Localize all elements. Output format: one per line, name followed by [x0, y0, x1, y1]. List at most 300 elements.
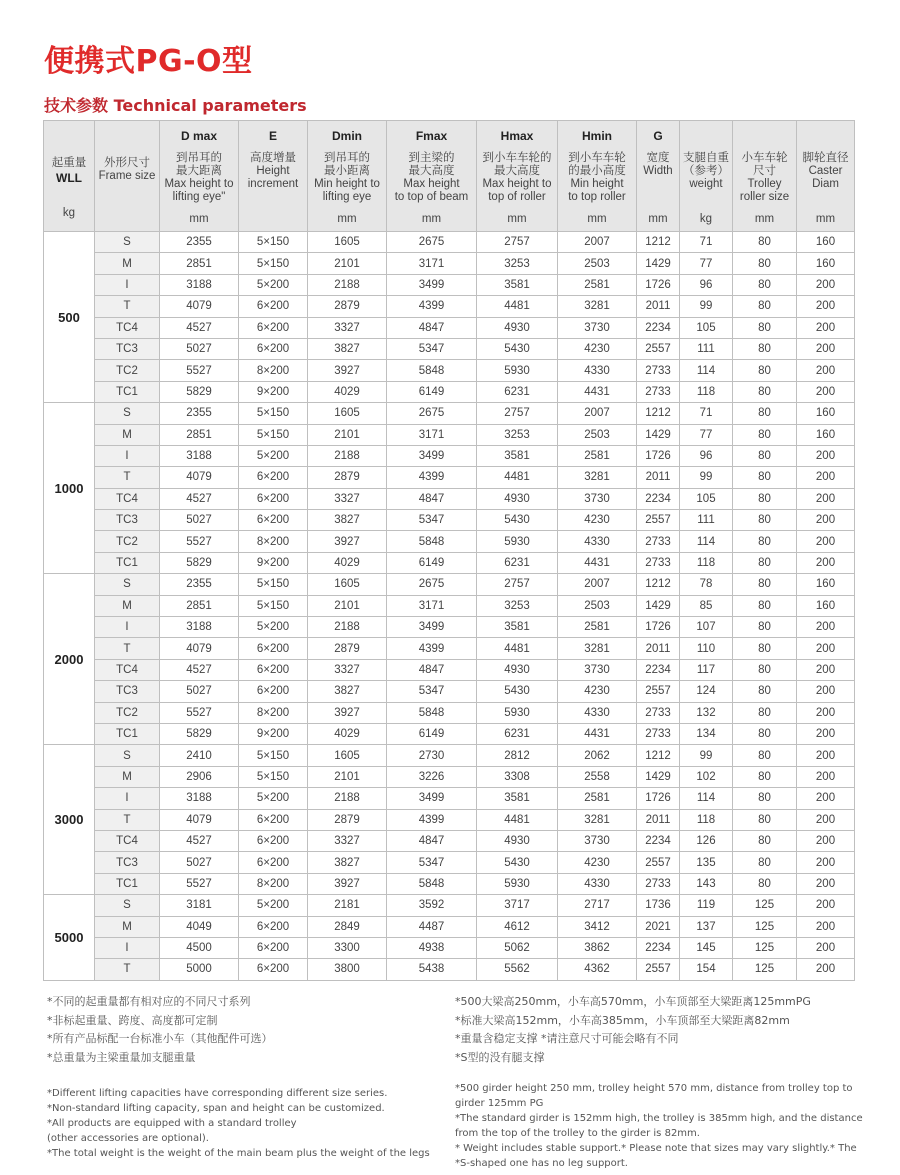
table-cell: 4527 — [160, 830, 239, 851]
table-cell: 200 — [797, 916, 855, 937]
table-cell: 125 — [733, 895, 797, 916]
table-cell: 2503 — [558, 595, 637, 616]
table-cell: 4399 — [387, 638, 477, 659]
frame-size-cell: TC1 — [95, 381, 160, 402]
table-cell: 2188 — [308, 445, 387, 466]
table-cell: 200 — [797, 638, 855, 659]
table-cell: 4362 — [558, 959, 637, 980]
table-cell: 2733 — [637, 531, 680, 552]
table-cell: 200 — [797, 317, 855, 338]
header-col-g — [637, 121, 680, 232]
header-symbol: D max — [180, 129, 218, 143]
table-cell: 80 — [733, 873, 797, 894]
table-cell: 4527 — [160, 317, 239, 338]
table-row — [44, 574, 855, 595]
header-frame-size: 外形尺寸 Frame size — [95, 121, 160, 232]
table-cell: 4612 — [477, 916, 558, 937]
table-cell: 2733 — [637, 552, 680, 573]
table-cell: 2879 — [308, 638, 387, 659]
table-cell: 3327 — [308, 317, 387, 338]
table-row — [44, 488, 855, 509]
table-cell: 105 — [680, 488, 733, 509]
table-cell: 6231 — [477, 723, 558, 744]
table-cell: 80 — [733, 338, 797, 359]
table-cell: 4487 — [387, 916, 477, 937]
table-cell: 4930 — [477, 488, 558, 509]
table-cell: 3253 — [477, 424, 558, 445]
table-cell: 3499 — [387, 617, 477, 638]
table-cell: 5848 — [387, 360, 477, 381]
table-cell: 132 — [680, 702, 733, 723]
table-cell: 110 — [680, 638, 733, 659]
table-cell: 125 — [733, 959, 797, 980]
table-row — [44, 937, 855, 958]
table-row — [44, 809, 855, 830]
table-cell: 135 — [680, 852, 733, 873]
table-cell: 3581 — [477, 788, 558, 809]
header-col-dmin — [308, 121, 387, 232]
table-cell: 1736 — [637, 895, 680, 916]
table-cell: 8×200 — [239, 531, 308, 552]
table-cell: 5829 — [160, 381, 239, 402]
note-line: girder 125mm PG — [455, 1098, 544, 1109]
table-cell: 4029 — [308, 552, 387, 573]
table-cell: 80 — [733, 360, 797, 381]
header-spacer — [797, 191, 854, 204]
table-row — [44, 403, 855, 424]
table-row — [44, 873, 855, 894]
table-cell: 4847 — [387, 830, 477, 851]
spec-table — [43, 120, 855, 981]
table-cell: 2011 — [637, 296, 680, 317]
table-cell: 80 — [733, 510, 797, 531]
table-cell: 3717 — [477, 895, 558, 916]
table-cell: 5×200 — [239, 617, 308, 638]
table-cell: 5930 — [477, 360, 558, 381]
table-cell: 200 — [797, 937, 855, 958]
table-cell: 4330 — [558, 702, 637, 723]
table-cell: 4029 — [308, 381, 387, 402]
table-cell: 6×200 — [239, 916, 308, 937]
table-row — [44, 360, 855, 381]
header-text: lifting eye" — [172, 191, 226, 203]
table-cell: 1212 — [637, 403, 680, 424]
header-unit: mm — [648, 213, 668, 225]
header-col-fmax — [387, 121, 477, 232]
table-cell: 200 — [797, 296, 855, 317]
frame-size-cell: TC4 — [95, 659, 160, 680]
header-symbol: Fmax — [415, 129, 448, 143]
table-cell: 143 — [680, 873, 733, 894]
table-cell: 137 — [680, 916, 733, 937]
table-cell: 80 — [733, 830, 797, 851]
table-cell: 2851 — [160, 253, 239, 274]
table-cell: 5527 — [160, 531, 239, 552]
table-cell: 1605 — [308, 403, 387, 424]
table-cell: 2007 — [558, 403, 637, 424]
frame-size-cell: TC1 — [95, 873, 160, 894]
table-cell: 3281 — [558, 809, 637, 830]
table-cell: 2879 — [308, 467, 387, 488]
table-cell: 4049 — [160, 916, 239, 937]
header-text: Max height to — [482, 178, 552, 190]
header-wll: 起重量 WLL kg — [44, 121, 95, 232]
table-cell: 1605 — [308, 745, 387, 766]
table-cell: 3412 — [558, 916, 637, 937]
table-body — [44, 232, 855, 981]
table-cell: 2757 — [477, 232, 558, 253]
table-cell: 4938 — [387, 937, 477, 958]
table-cell: 1726 — [637, 788, 680, 809]
header-text: weight — [689, 178, 723, 190]
table-cell: 5430 — [477, 681, 558, 702]
header-text: 小车车轮 — [741, 152, 788, 164]
table-cell: 3827 — [308, 338, 387, 359]
table-cell: 5×150 — [239, 595, 308, 616]
table-cell: 200 — [797, 659, 855, 680]
header-text: Height — [256, 165, 290, 177]
header-text: 脚轮直径 — [802, 152, 849, 164]
frame-size-cell: S — [95, 895, 160, 916]
header-text: 支腿自重 — [683, 152, 729, 164]
table-cell: 3327 — [308, 659, 387, 680]
table-cell: 80 — [733, 574, 797, 595]
table-cell: 5×200 — [239, 274, 308, 295]
header-col-extra-7 — [680, 121, 733, 232]
note-line: *All products are equipped with a standard trolley — [47, 1118, 297, 1129]
table-cell: 6149 — [387, 381, 477, 402]
table-cell: 85 — [680, 595, 733, 616]
table-cell: 3281 — [558, 467, 637, 488]
table-cell: 4847 — [387, 488, 477, 509]
table-cell: 80 — [733, 552, 797, 573]
table-cell: 99 — [680, 296, 733, 317]
table-cell: 5562 — [477, 959, 558, 980]
header-text: roller size — [739, 191, 790, 203]
table-cell: 80 — [733, 253, 797, 274]
frame-size-cell: TC2 — [95, 531, 160, 552]
table-cell: 2355 — [160, 232, 239, 253]
table-cell: 200 — [797, 959, 855, 980]
table-cell: 2733 — [637, 873, 680, 894]
table-row — [44, 959, 855, 980]
table-cell: 200 — [797, 467, 855, 488]
frame-size-cell: TC3 — [95, 510, 160, 531]
header-unit: mm — [587, 213, 607, 225]
table-cell: 4930 — [477, 830, 558, 851]
table-row — [44, 445, 855, 466]
table-cell: 80 — [733, 809, 797, 830]
header-text: 的最小高度 — [568, 165, 626, 177]
table-cell: 6×200 — [239, 338, 308, 359]
table-cell: 114 — [680, 531, 733, 552]
table-cell: 80 — [733, 488, 797, 509]
table-cell: 5430 — [477, 852, 558, 873]
table-cell: 4230 — [558, 681, 637, 702]
table-cell: 80 — [733, 788, 797, 809]
table-cell: 3171 — [387, 424, 477, 445]
table-cell: 4399 — [387, 296, 477, 317]
table-cell: 8×200 — [239, 360, 308, 381]
table-cell: 2757 — [477, 403, 558, 424]
table-cell: 2558 — [558, 766, 637, 787]
table-cell: 2733 — [637, 360, 680, 381]
table-cell: 4330 — [558, 531, 637, 552]
header-unit: mm — [754, 213, 775, 225]
table-cell: 2557 — [637, 510, 680, 531]
table-cell: 6×200 — [239, 638, 308, 659]
table-cell: 125 — [733, 937, 797, 958]
table-cell: 2733 — [637, 381, 680, 402]
table-cell: 5930 — [477, 702, 558, 723]
header-symbol: Hmax — [500, 129, 534, 143]
note-line: *S型的没有腿支撑 — [455, 1050, 545, 1064]
table-cell: 2234 — [637, 488, 680, 509]
table-cell: 2906 — [160, 766, 239, 787]
table-cell: 5930 — [477, 531, 558, 552]
table-cell: 2011 — [637, 638, 680, 659]
table-cell: 1212 — [637, 745, 680, 766]
table-cell: 5×200 — [239, 895, 308, 916]
table-cell: 2101 — [308, 595, 387, 616]
note-line: * Weight includes stable support.* Please note that sizes may vary slightly.* The — [455, 1143, 857, 1154]
table-cell: 3171 — [387, 595, 477, 616]
frame-size-cell: S — [95, 403, 160, 424]
frame-size-cell: TC3 — [95, 681, 160, 702]
table-cell: 3581 — [477, 617, 558, 638]
frame-size-cell: TC4 — [95, 488, 160, 509]
table-cell: 2675 — [387, 574, 477, 595]
table-cell: 5829 — [160, 723, 239, 744]
table-cell: 3226 — [387, 766, 477, 787]
table-row — [44, 895, 855, 916]
table-cell: 3300 — [308, 937, 387, 958]
table-cell: 9×200 — [239, 381, 308, 402]
header-text: （参考） — [683, 165, 729, 177]
table-cell: 4431 — [558, 552, 637, 573]
table-cell: 2062 — [558, 745, 637, 766]
table-cell: 160 — [797, 232, 855, 253]
wll-group-cell: 3000 — [44, 745, 95, 895]
table-cell: 6×200 — [239, 317, 308, 338]
header-text: to top of beam — [394, 191, 469, 203]
table-cell: 5527 — [160, 360, 239, 381]
table-cell: 80 — [733, 723, 797, 744]
header-text: 到吊耳的 — [176, 152, 222, 164]
table-cell: 1212 — [637, 574, 680, 595]
notes-en-left — [47, 1086, 430, 1161]
table-cell: 77 — [680, 424, 733, 445]
table-cell: 4930 — [477, 659, 558, 680]
table-cell: 5430 — [477, 510, 558, 531]
table-cell: 111 — [680, 510, 733, 531]
table-cell: 3281 — [558, 296, 637, 317]
table-cell: 3927 — [308, 531, 387, 552]
header-symbol — [680, 130, 732, 143]
table-cell: 2011 — [637, 809, 680, 830]
header-col-extra-8 — [733, 121, 797, 232]
table-cell: 4847 — [387, 317, 477, 338]
table-cell: 2812 — [477, 745, 558, 766]
header-spacer — [637, 178, 679, 191]
table-cell: 5848 — [387, 531, 477, 552]
table-cell: 80 — [733, 232, 797, 253]
header-text: Max height — [403, 178, 460, 190]
table-cell: 200 — [797, 488, 855, 509]
table-cell: 1605 — [308, 574, 387, 595]
table-cell: 78 — [680, 574, 733, 595]
table-cell: 80 — [733, 681, 797, 702]
table-cell: 2851 — [160, 424, 239, 445]
table-row — [44, 638, 855, 659]
table-cell: 4481 — [477, 809, 558, 830]
table-row — [44, 338, 855, 359]
table-cell: 2717 — [558, 895, 637, 916]
frame-size-cell: TC4 — [95, 317, 160, 338]
table-cell: 160 — [797, 595, 855, 616]
header-text: Max height to — [164, 178, 234, 190]
table-cell: 3927 — [308, 360, 387, 381]
table-cell: 114 — [680, 360, 733, 381]
note-line: *500大梁高250mm，小车高570mm，小车顶部至大梁距离125mmPG — [455, 995, 811, 1008]
table-cell: 2101 — [308, 424, 387, 445]
table-cell: 200 — [797, 723, 855, 744]
table-cell: 3253 — [477, 253, 558, 274]
table-cell: 2581 — [558, 274, 637, 295]
table-cell: 5930 — [477, 873, 558, 894]
table-cell: 111 — [680, 338, 733, 359]
table-cell: 5×150 — [239, 403, 308, 424]
table-cell: 4399 — [387, 467, 477, 488]
note-line: *重量含稳定支撑 *请注意尺寸可能会略有不同 — [455, 1032, 679, 1045]
table-cell: 5×200 — [239, 788, 308, 809]
table-cell: 200 — [797, 681, 855, 702]
table-cell: 2581 — [558, 617, 637, 638]
frame-size-cell: TC3 — [95, 852, 160, 873]
header-text: 到主梁的 — [408, 152, 455, 164]
table-cell: 1726 — [637, 274, 680, 295]
table-cell: 200 — [797, 745, 855, 766]
table-cell: 145 — [680, 937, 733, 958]
table-row — [44, 296, 855, 317]
table-cell: 2021 — [637, 916, 680, 937]
table-cell: 2355 — [160, 403, 239, 424]
table-cell: 4481 — [477, 638, 558, 659]
table-cell: 5347 — [387, 681, 477, 702]
table-cell: 4079 — [160, 638, 239, 659]
table-cell: 2101 — [308, 766, 387, 787]
frame-size-cell: TC3 — [95, 338, 160, 359]
table-cell: 102 — [680, 766, 733, 787]
frame-size-cell: TC2 — [95, 702, 160, 723]
table-cell: 6×200 — [239, 830, 308, 851]
header-text: 最大距离 — [176, 165, 222, 177]
table-row — [44, 274, 855, 295]
table-cell: 6×200 — [239, 467, 308, 488]
table-cell: 114 — [680, 788, 733, 809]
header-col-hmax — [477, 121, 558, 232]
header-text: 最大高度 — [494, 165, 540, 177]
header-col-hmin — [558, 121, 637, 232]
table-cell: 80 — [733, 702, 797, 723]
table-cell: 99 — [680, 745, 733, 766]
table-cell: 2557 — [637, 959, 680, 980]
table-cell: 3730 — [558, 317, 637, 338]
table-cell: 2851 — [160, 595, 239, 616]
table-row — [44, 424, 855, 445]
table-cell: 6149 — [387, 723, 477, 744]
table-cell: 5527 — [160, 873, 239, 894]
table-cell: 118 — [680, 809, 733, 830]
table-cell: 3171 — [387, 253, 477, 274]
table-cell: 160 — [797, 403, 855, 424]
table-cell: 126 — [680, 830, 733, 851]
table-cell: 80 — [733, 296, 797, 317]
table-cell: 2188 — [308, 788, 387, 809]
table-cell: 2503 — [558, 253, 637, 274]
table-row — [44, 702, 855, 723]
table-cell: 117 — [680, 659, 733, 680]
table-cell: 1429 — [637, 595, 680, 616]
table-cell: 2879 — [308, 296, 387, 317]
table-cell: 118 — [680, 381, 733, 402]
note-line: *标准大梁高152mm，小车高385mm，小车顶部至大梁距离82mm — [455, 1013, 790, 1027]
table-cell: 2188 — [308, 274, 387, 295]
wll-group-cell: 5000 — [44, 895, 95, 981]
header-unit: kg — [699, 213, 713, 225]
table-cell: 118 — [680, 552, 733, 573]
table-cell: 200 — [797, 510, 855, 531]
table-cell: 1726 — [637, 445, 680, 466]
table-cell: 80 — [733, 766, 797, 787]
table-cell: 96 — [680, 445, 733, 466]
table-cell: 2234 — [637, 937, 680, 958]
table-cell: 80 — [733, 403, 797, 424]
table-cell: 2011 — [637, 467, 680, 488]
table-cell: 3188 — [160, 274, 239, 295]
note-line: *Non-standard lifting capacity, span and height can be customized. — [47, 1103, 385, 1114]
header-text: 到吊耳的 — [324, 152, 370, 164]
table-cell: 1429 — [637, 424, 680, 445]
table-cell: 4230 — [558, 338, 637, 359]
table-cell: 200 — [797, 445, 855, 466]
table-cell: 2355 — [160, 574, 239, 595]
table-cell: 3800 — [308, 959, 387, 980]
table-cell: 2581 — [558, 445, 637, 466]
note-line: (other accessories are optional). — [47, 1133, 209, 1144]
table-cell: 3827 — [308, 510, 387, 531]
table-cell: 5×150 — [239, 424, 308, 445]
header-symbol: E — [268, 129, 277, 143]
table-cell: 80 — [733, 745, 797, 766]
table-cell: 2675 — [387, 232, 477, 253]
frame-size-cell: T — [95, 809, 160, 830]
table-header-row — [44, 121, 855, 232]
table-cell: 2757 — [477, 574, 558, 595]
table-cell: 4431 — [558, 723, 637, 744]
table-row — [44, 830, 855, 851]
frame-size-cell: M — [95, 916, 160, 937]
table-cell: 105 — [680, 317, 733, 338]
table-cell: 2188 — [308, 617, 387, 638]
table-cell: 5×150 — [239, 232, 308, 253]
table-cell: 6×200 — [239, 681, 308, 702]
note-line: *500 girder height 250 mm, trolley height 570 mm, distance from trolley top to — [455, 1083, 853, 1094]
header-spacer — [680, 191, 732, 204]
frame-size-cell: S — [95, 574, 160, 595]
table-cell: 5848 — [387, 873, 477, 894]
table-row — [44, 852, 855, 873]
